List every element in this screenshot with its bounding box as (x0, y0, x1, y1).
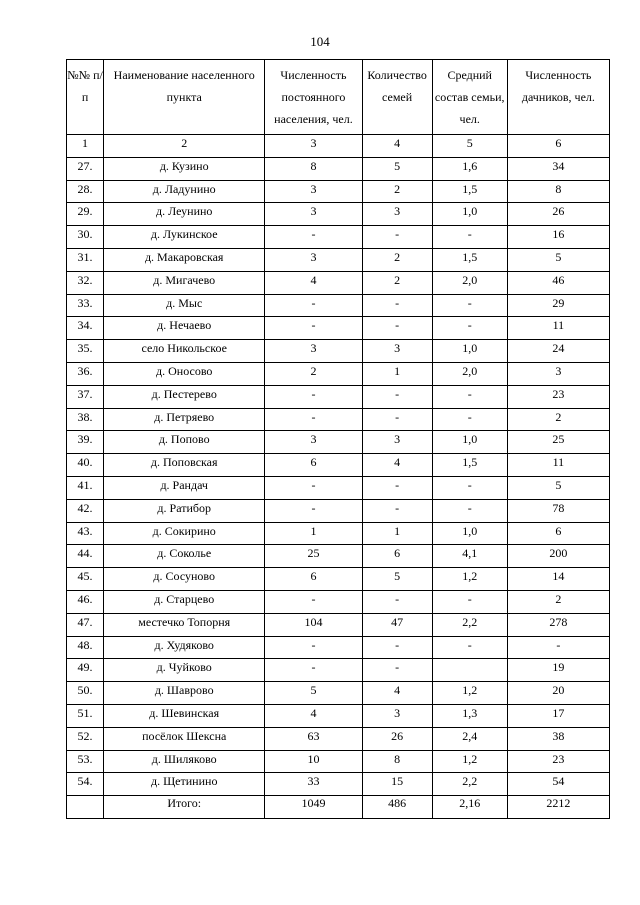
dachniki-cell: 54 (507, 773, 609, 796)
column-number: 4 (362, 135, 432, 158)
column-number: 3 (265, 135, 362, 158)
population-cell: - (265, 499, 362, 522)
settlement-name: д. Ладунино (104, 180, 265, 203)
settlement-name: д. Чуйково (104, 659, 265, 682)
population-cell: 25 (265, 545, 362, 568)
dachniki-cell: 6 (507, 522, 609, 545)
table-row (67, 340, 610, 363)
population-cell: 6 (265, 454, 362, 477)
population-cell: - (265, 385, 362, 408)
dachniki-cell: 23 (507, 750, 609, 773)
table-row (67, 180, 610, 203)
dachniki-cell: 78 (507, 499, 609, 522)
page-number: 104 (310, 34, 330, 49)
row-number: 29. (67, 203, 104, 226)
dachniki-cell: 16 (507, 226, 609, 249)
header-families: Количество семей (362, 60, 432, 135)
dachniki-cell: 5 (507, 248, 609, 271)
row-number: 35. (67, 340, 104, 363)
avg-family-cell: 2,2 (432, 773, 507, 796)
table-row (67, 568, 610, 591)
dachniki-cell: 19 (507, 659, 609, 682)
avg-family-cell: 1,6 (432, 157, 507, 180)
population-cell: - (265, 294, 362, 317)
families-cell: 6 (362, 545, 432, 568)
table-row (67, 203, 610, 226)
settlement-name: д. Шиляково (104, 750, 265, 773)
avg-family-cell: 1,2 (432, 568, 507, 591)
table-row (67, 773, 610, 796)
header-name: Наименование населенного пункта (104, 60, 265, 135)
row-number: 48. (67, 636, 104, 659)
header-num: №№ п/п (67, 60, 104, 135)
population-cell: 3 (265, 340, 362, 363)
population-cell: 5 (265, 682, 362, 705)
avg-family-cell: - (432, 226, 507, 249)
avg-family-cell: 1,5 (432, 180, 507, 203)
families-cell: 47 (362, 613, 432, 636)
settlement-name: посёлок Шексна (104, 727, 265, 750)
families-cell: 5 (362, 157, 432, 180)
settlement-name: д. Поповская (104, 454, 265, 477)
dachniki-cell: 38 (507, 727, 609, 750)
row-number: 41. (67, 476, 104, 499)
dachniki-cell: 14 (507, 568, 609, 591)
avg-family-cell: 4,1 (432, 545, 507, 568)
families-cell: - (362, 294, 432, 317)
row-number: 27. (67, 157, 104, 180)
table-row (67, 248, 610, 271)
settlement-name: д. Петряево (104, 408, 265, 431)
table-row (67, 157, 610, 180)
row-number: 46. (67, 590, 104, 613)
settlement-name: д. Леунино (104, 203, 265, 226)
dachniki-cell: 2 (507, 408, 609, 431)
settlement-name: д. Шевинская (104, 704, 265, 727)
population-cell: - (265, 659, 362, 682)
families-cell: 3 (362, 431, 432, 454)
header-population: Численность постоянного населения, чел. (265, 60, 362, 135)
families-cell: 2 (362, 248, 432, 271)
column-number: 2 (104, 135, 265, 158)
total-label: Итого: (104, 796, 265, 819)
table-row (67, 704, 610, 727)
row-number: 33. (67, 294, 104, 317)
families-cell: 1 (362, 362, 432, 385)
avg-family-cell: 1,5 (432, 248, 507, 271)
dachniki-cell: 8 (507, 180, 609, 203)
table-row (67, 408, 610, 431)
population-cell: 63 (265, 727, 362, 750)
dachniki-cell: 11 (507, 317, 609, 340)
table-row (67, 271, 610, 294)
avg-family-cell: - (432, 317, 507, 340)
dachniki-cell: 20 (507, 682, 609, 705)
population-cell: 2 (265, 362, 362, 385)
settlement-name: д. Старцево (104, 590, 265, 613)
row-number: 34. (67, 317, 104, 340)
settlement-name: д. Нечаево (104, 317, 265, 340)
population-cell: 3 (265, 248, 362, 271)
settlement-name: д. Шаврово (104, 682, 265, 705)
dachniki-cell: 24 (507, 340, 609, 363)
avg-family-cell: 1,0 (432, 522, 507, 545)
settlement-name: д. Мыс (104, 294, 265, 317)
avg-family-cell: 1,2 (432, 750, 507, 773)
table-row (67, 431, 610, 454)
population-cell: - (265, 408, 362, 431)
population-cell: - (265, 226, 362, 249)
header-row (67, 60, 610, 135)
families-cell: - (362, 476, 432, 499)
row-number: 43. (67, 522, 104, 545)
avg-family-cell: 2,0 (432, 271, 507, 294)
row-number: 37. (67, 385, 104, 408)
families-cell: 26 (362, 727, 432, 750)
avg-family-cell: - (432, 385, 507, 408)
avg-family-cell: 1,2 (432, 682, 507, 705)
families-cell: 4 (362, 454, 432, 477)
dachniki-cell: 5 (507, 476, 609, 499)
settlement-name: д. Щетинино (104, 773, 265, 796)
population-cell: 8 (265, 157, 362, 180)
table-row (67, 590, 610, 613)
row-number: 51. (67, 704, 104, 727)
families-cell: 3 (362, 340, 432, 363)
families-cell: 2 (362, 271, 432, 294)
dachniki-cell: 23 (507, 385, 609, 408)
settlement-name: д. Мигачево (104, 271, 265, 294)
families-cell: 8 (362, 750, 432, 773)
table-row (67, 499, 610, 522)
table-row (67, 727, 610, 750)
column-number: 1 (67, 135, 104, 158)
settlement-name: д. Рандач (104, 476, 265, 499)
table-row (67, 613, 610, 636)
total-row (67, 796, 610, 819)
settlement-name: д. Кузино (104, 157, 265, 180)
total-num (67, 796, 104, 819)
dachniki-cell: 278 (507, 613, 609, 636)
row-number: 54. (67, 773, 104, 796)
avg-family-cell: 1,3 (432, 704, 507, 727)
table-row (67, 454, 610, 477)
families-cell: 1 (362, 522, 432, 545)
table-row (67, 226, 610, 249)
families-cell: - (362, 317, 432, 340)
dachniki-cell: 3 (507, 362, 609, 385)
avg-family-cell: 1,5 (432, 454, 507, 477)
row-number: 40. (67, 454, 104, 477)
avg-family-cell: 2,2 (432, 613, 507, 636)
families-cell: - (362, 590, 432, 613)
avg-family-cell (432, 659, 507, 682)
row-number: 44. (67, 545, 104, 568)
avg-family-cell: 1,0 (432, 203, 507, 226)
avg-family-cell: - (432, 499, 507, 522)
dachniki-cell: 25 (507, 431, 609, 454)
settlement-name: д. Сосуново (104, 568, 265, 591)
dachniki-cell: 34 (507, 157, 609, 180)
row-number: 31. (67, 248, 104, 271)
column-number: 6 (507, 135, 609, 158)
table-row (67, 682, 610, 705)
families-cell: 15 (362, 773, 432, 796)
population-cell: 1 (265, 522, 362, 545)
table-row (67, 385, 610, 408)
avg-family-cell: 1,0 (432, 431, 507, 454)
header-dachniki: Численность дачников, чел. (507, 60, 609, 135)
settlement-name: село Никольское (104, 340, 265, 363)
avg-family-cell: - (432, 636, 507, 659)
dachniki-cell: 2 (507, 590, 609, 613)
table-row (67, 750, 610, 773)
population-cell: 3 (265, 431, 362, 454)
avg-family-cell: 2,0 (432, 362, 507, 385)
avg-family-cell: 1,0 (432, 340, 507, 363)
population-cell: - (265, 317, 362, 340)
dachniki-cell: 29 (507, 294, 609, 317)
population-cell: - (265, 476, 362, 499)
population-cell: 3 (265, 180, 362, 203)
row-number: 36. (67, 362, 104, 385)
population-cell: 10 (265, 750, 362, 773)
dachniki-cell: - (507, 636, 609, 659)
row-number: 53. (67, 750, 104, 773)
avg-family-cell: - (432, 294, 507, 317)
population-table (66, 59, 610, 819)
avg-family-cell: - (432, 476, 507, 499)
column-number: 5 (432, 135, 507, 158)
dachniki-cell: 26 (507, 203, 609, 226)
row-number: 50. (67, 682, 104, 705)
table-row (67, 476, 610, 499)
families-cell: - (362, 385, 432, 408)
row-number: 42. (67, 499, 104, 522)
population-cell: - (265, 636, 362, 659)
dachniki-cell: 17 (507, 704, 609, 727)
row-number: 49. (67, 659, 104, 682)
families-cell: - (362, 499, 432, 522)
total-avg-family: 2,16 (432, 796, 507, 819)
families-cell: - (362, 408, 432, 431)
table-row (67, 362, 610, 385)
dachniki-cell: 46 (507, 271, 609, 294)
table-row (67, 522, 610, 545)
settlement-name: д. Худяково (104, 636, 265, 659)
families-cell: - (362, 226, 432, 249)
settlement-name: д. Ратибор (104, 499, 265, 522)
settlement-name: д. Пестерево (104, 385, 265, 408)
settlement-name: д. Макаровская (104, 248, 265, 271)
families-cell: 3 (362, 704, 432, 727)
settlement-name: д. Соколье (104, 545, 265, 568)
population-cell: - (265, 590, 362, 613)
row-number: 30. (67, 226, 104, 249)
population-cell: 4 (265, 704, 362, 727)
settlement-name: местечко Топорня (104, 613, 265, 636)
settlement-name: д. Оносово (104, 362, 265, 385)
avg-family-cell: - (432, 590, 507, 613)
total-population: 1049 (265, 796, 362, 819)
families-cell: 2 (362, 180, 432, 203)
column-numbers-row (67, 135, 610, 158)
settlement-name: д. Попово (104, 431, 265, 454)
total-families: 486 (362, 796, 432, 819)
families-cell: 5 (362, 568, 432, 591)
families-cell: - (362, 636, 432, 659)
families-cell: 4 (362, 682, 432, 705)
population-cell: 6 (265, 568, 362, 591)
dachniki-cell: 200 (507, 545, 609, 568)
header-avg-family: Средний состав семьи, чел. (432, 60, 507, 135)
settlement-name: д. Лукинское (104, 226, 265, 249)
row-number: 39. (67, 431, 104, 454)
row-number: 32. (67, 271, 104, 294)
table-row (67, 659, 610, 682)
population-cell: 33 (265, 773, 362, 796)
table-row (67, 317, 610, 340)
population-cell: 4 (265, 271, 362, 294)
table-row (67, 294, 610, 317)
row-number: 45. (67, 568, 104, 591)
table-row (67, 545, 610, 568)
row-number: 47. (67, 613, 104, 636)
settlement-name: д. Сокирино (104, 522, 265, 545)
total-dachniki: 2212 (507, 796, 609, 819)
families-cell: 3 (362, 203, 432, 226)
avg-family-cell: - (432, 408, 507, 431)
families-cell: - (362, 659, 432, 682)
dachniki-cell: 11 (507, 454, 609, 477)
population-cell: 3 (265, 203, 362, 226)
row-number: 52. (67, 727, 104, 750)
row-number: 38. (67, 408, 104, 431)
row-number: 28. (67, 180, 104, 203)
avg-family-cell: 2,4 (432, 727, 507, 750)
table-row (67, 636, 610, 659)
population-cell: 104 (265, 613, 362, 636)
